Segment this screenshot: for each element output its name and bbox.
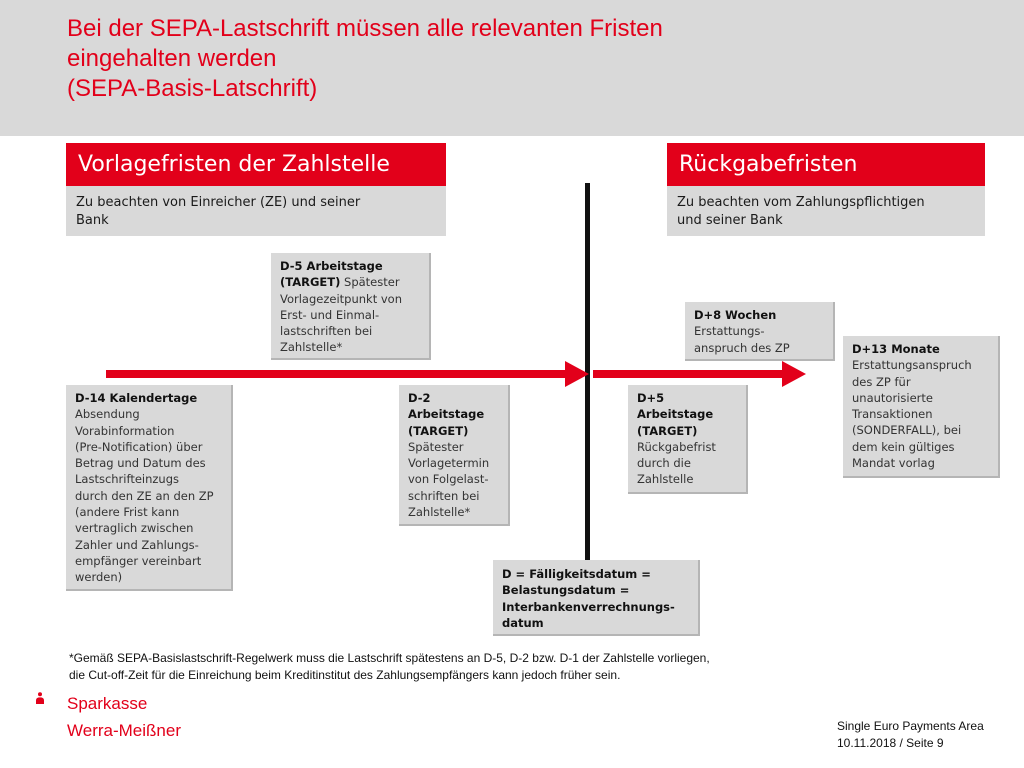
box-d-minus-5-body: Spätester Vorlagezeitpunkt von Erst- und Einmal- lastschriften bei Zahlstelle* xyxy=(280,275,403,355)
title-line-3: (SEPA-Basis-Latschrift) xyxy=(67,75,318,102)
left-panel-header: Vorlagefristen der Zahlstelle xyxy=(66,143,446,186)
box-d-plus-13-months xyxy=(843,336,1000,478)
footnote-line-2: die Cut-off-Zeit für die Einreichung beim Kreditinstitut des Zahlungsempfängers kann jedoch früher sein. xyxy=(69,668,621,682)
footnote xyxy=(69,650,869,684)
box-d-minus-2-head: D-2 Arbeitstage (TARGET) xyxy=(408,391,485,438)
right-panel-subtitle: Zu beachten vom Zahlungspflichtigen und seiner Bank xyxy=(667,186,985,236)
box-due-date xyxy=(493,560,700,636)
box-d-minus-2 xyxy=(399,385,510,526)
title-line-1: Bei der SEPA-Lastschrift müssen alle relevanten Fristen xyxy=(67,15,663,42)
box-d-plus-8-weeks xyxy=(685,302,835,361)
box-d-plus-8-weeks-head: D+8 Wochen xyxy=(694,308,777,322)
meta-line-2: 10.11.2018 / Seite 9 xyxy=(837,736,944,750)
box-d-minus-5 xyxy=(271,253,431,360)
title-line-2: eingehalten werden xyxy=(67,45,277,72)
box-due-date-head: D = Fälligkeitsdatum = Belastungsdatum = Interbankenverrechnungs- datum xyxy=(502,567,675,630)
left-arrow-head xyxy=(565,361,589,387)
box-d-plus-13-months-body: Erstattungsanspruch des ZP für unautorisierte Transaktionen (SONDERFALL), bei dem kein gültiges Mandat vorlag xyxy=(852,358,972,471)
footnote-line-1: *Gemäß SEPA-Basislastschrift-Regelwerk muss die Lastschrift spätestens an D-5, D-2 bzw. D-1 der Zahlstelle vorliegen, xyxy=(69,651,710,665)
box-d-minus-14-body: Absendung Vorabinformation (Pre-Notification) über Betrag und Datum des Lastschrifteinzugs durch den ZE an den ZP (andere Frist kann vertraglich zwischen Zahler und Zahlungs- empfänger vereinbart werden) xyxy=(75,407,214,585)
box-d-minus-14-head: D-14 Kalendertage xyxy=(75,391,198,405)
box-d-minus-2-body: Spätester Vorlagetermin von Folgelast- schriften bei Zahlstelle* xyxy=(408,439,490,520)
left-panel-subtitle: Zu beachten von Einreicher (ZE) und seiner Bank xyxy=(66,186,446,236)
box-d-plus-5-body: Rückgabefrist durch die Zahlstelle xyxy=(637,439,716,487)
slide-meta xyxy=(837,718,984,752)
right-arrow-head xyxy=(782,361,806,387)
brand xyxy=(67,690,181,744)
brand-line-1: Sparkasse xyxy=(67,694,148,713)
box-d-plus-5-head: D+5 Arbeitstage (TARGET) xyxy=(637,391,714,438)
left-arrow-shaft xyxy=(106,370,566,378)
meta-line-1: Single Euro Payments Area xyxy=(837,719,984,733)
sparkasse-s-icon xyxy=(35,692,45,706)
box-d-minus-14 xyxy=(66,385,233,591)
right-arrow-shaft xyxy=(593,370,783,378)
box-d-plus-13-months-head: D+13 Monate xyxy=(852,342,940,356)
box-d-minus-5-head: D-5 Arbeitstage (TARGET) xyxy=(280,259,383,290)
box-d-plus-5 xyxy=(628,385,748,494)
brand-line-2: Werra-Meißner xyxy=(67,721,181,740)
right-panel-header: Rückgabefristen xyxy=(667,143,985,186)
box-d-plus-8-weeks-body: Erstattungs- anspruch des ZP xyxy=(694,324,790,355)
slide-title xyxy=(67,14,967,104)
